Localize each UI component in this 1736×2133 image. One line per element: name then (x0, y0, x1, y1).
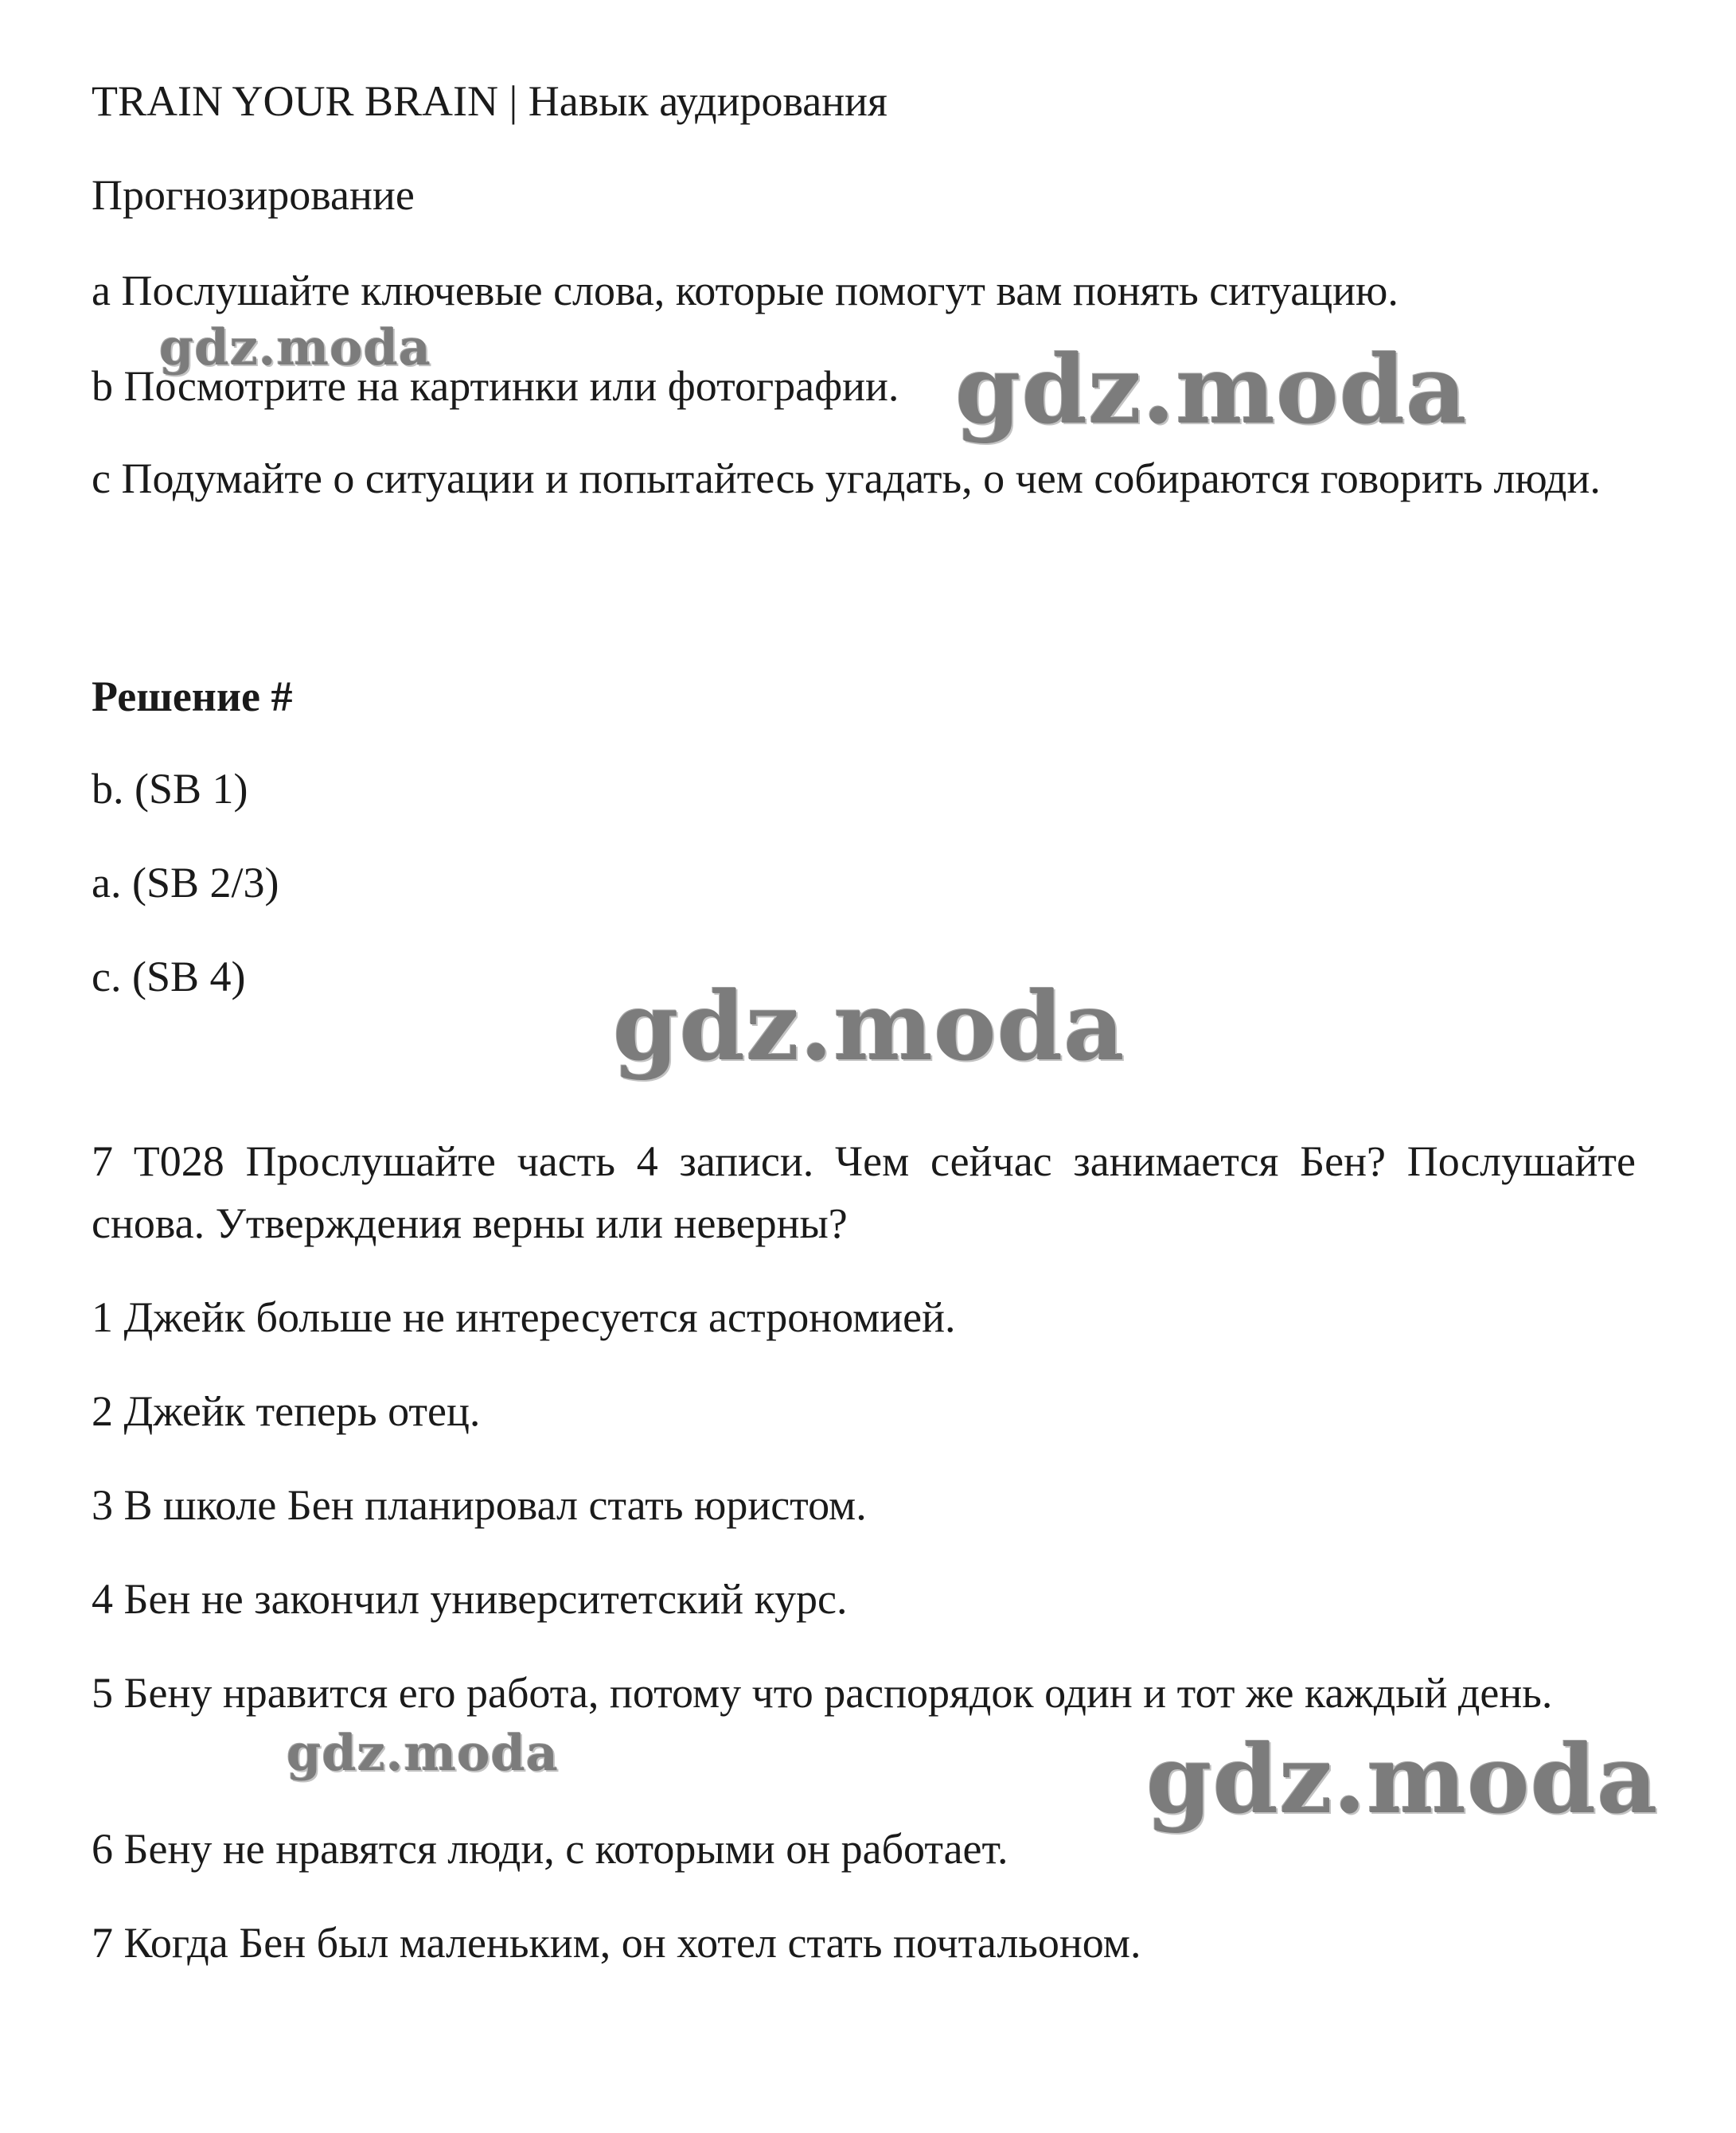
page-title: TRAIN YOUR BRAIN | Навык аудирования (92, 77, 888, 125)
watermark-logo: gdz.moda (159, 318, 431, 376)
watermark-logo: gdz.moda (955, 334, 1468, 445)
statement-item: 6 Бену не нравятся люди, с которыми он работает. (92, 1825, 1008, 1873)
tip-c: c Подумайте о ситуации и попытайтесь угадать, о чем собираются говорить люди. (92, 454, 1601, 502)
statement-item: 1 Джейк больше не интересуется астрономией. (92, 1293, 956, 1341)
statement-item: 5 Бену нравится его работа, потому что распорядок один и тот же каждый день. (92, 1669, 1553, 1717)
tip-b: b Посмотрите на картинки или фотографии. (92, 362, 899, 410)
statement-item: 2 Джейк теперь отец. (92, 1387, 481, 1435)
watermark-logo: gdz.moda (287, 1724, 559, 1782)
answer-item: b. (SB 1) (92, 765, 248, 813)
tip-a: a Послушайте ключевые слова, которые помогут вам понять ситуацию. (92, 267, 1399, 314)
solution-heading: Решение # (92, 673, 293, 720)
watermark-logo: gdz.moda (1146, 1724, 1659, 1835)
task-instruction: 7 T028 Прослушайте часть 4 записи. Чем сейчас занимается Бен? Послушайте снова. Утверждения верны или неверны? (92, 1137, 1636, 1247)
statement-item: 4 Бен не закончил университетский курс. (92, 1575, 848, 1623)
watermark-logo: gdz.moda (613, 971, 1125, 1082)
answer-item: a. (SB 2/3) (92, 859, 279, 907)
section-subtitle: Прогнозирование (92, 171, 415, 219)
statement-item: 7 Когда Бен был маленьким, он хотел стать почтальоном. (92, 1919, 1141, 1967)
statement-item: 3 В школе Бен планировал стать юристом. (92, 1481, 867, 1529)
answer-item: c. (SB 4) (92, 953, 246, 1000)
